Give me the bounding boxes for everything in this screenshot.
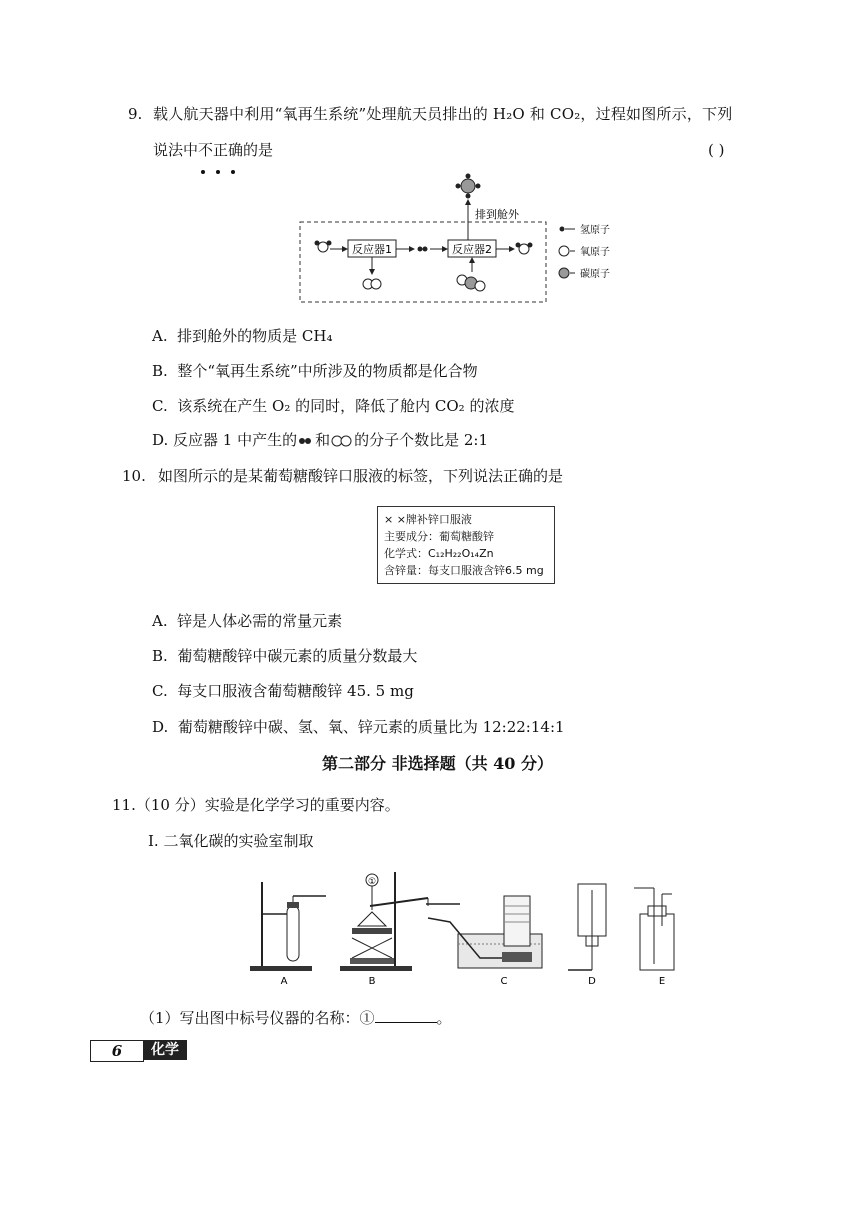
carbon-dioxide-molecule-icon xyxy=(457,275,485,291)
oxygen-regeneration-diagram xyxy=(290,172,630,306)
apparatus-c-icon xyxy=(428,896,542,968)
reactor1-label: 反应器1 xyxy=(352,243,392,256)
q11-stem: 11.（10 分）实验是化学学习的重要内容。 xyxy=(112,796,400,814)
q10-option-d: D. 葡萄糖酸锌中碳、氢、氧、锌元素的质量比为 12:22:14:1 xyxy=(152,718,565,736)
exhaust-label: 排到舱外 xyxy=(475,208,519,221)
label-line-1: × ×牌补锌口服液 xyxy=(384,513,472,526)
q9-stem-line1: 载人航天器中利用“氧再生系统”处理航天员排出的 H₂O 和 CO₂，过程如图所示，下列 xyxy=(153,105,733,123)
subject-badge: 化学 xyxy=(143,1040,187,1060)
q10-number: 10. xyxy=(122,467,146,485)
page-number: 6 xyxy=(90,1040,144,1062)
oxygen-molecule-inline-icon xyxy=(330,435,354,447)
oxygen-molecule-icon xyxy=(363,279,381,289)
legend-oxygen: 氧原子 xyxy=(580,247,610,258)
apparatus-label-c: C xyxy=(500,976,508,987)
apparatus-b-icon xyxy=(340,872,460,971)
q10-option-b: B. 葡萄糖酸锌中碳元素的质量分数最大 xyxy=(152,647,418,665)
label-line-3: 化学式：C₁₂H₂₂O₁₄Zn xyxy=(384,547,494,560)
apparatus-label-d: D xyxy=(588,976,596,987)
apparatus-label-e: E xyxy=(658,976,666,987)
legend xyxy=(559,223,610,280)
q11-question-1: （1）写出图中标号仪器的名称：① 。 xyxy=(140,1009,452,1027)
legend-hydrogen: 氢原子 xyxy=(580,225,610,236)
methane-molecule-icon xyxy=(456,174,481,199)
marker-1: ① xyxy=(367,877,377,887)
q9-option-b: B. 整个“氧再生系统”中所涉及的物质都是化合物 xyxy=(152,362,478,380)
q10-option-c: C. 每支口服液含葡萄糖酸锌 45. 5 mg xyxy=(152,682,414,700)
water-molecule-output-icon xyxy=(516,243,533,255)
q11-subsection-1: Ⅰ. 二氧化碳的实验室制取 xyxy=(148,832,314,850)
apparatus-label-b: B xyxy=(368,976,376,987)
apparatus-d-icon xyxy=(568,884,606,970)
product-label xyxy=(377,506,555,584)
q9-option-c: C. 该系统在产生 O₂ 的同时，降低了舱内 CO₂ 的浓度 xyxy=(152,397,515,415)
apparatus-a-icon xyxy=(250,882,326,971)
q9-number: 9. xyxy=(128,105,143,123)
legend-carbon: 碳原子 xyxy=(580,269,610,280)
label-line-4: 含锌量：每支口服液含锌6.5 mg xyxy=(384,564,544,577)
hydrogen-molecule-inline-icon xyxy=(297,436,315,446)
apparatus-figure xyxy=(240,866,690,990)
q10-option-a: A. 锌是人体必需的常量元素 xyxy=(152,612,343,630)
part2-title: 第二部分 非选择题（共 40 分） xyxy=(322,754,553,773)
apparatus-label-a: A xyxy=(280,976,288,987)
q10-stem: 如图所示的是某葡萄糖酸锌口服液的标签，下列说法正确的是 xyxy=(158,467,564,485)
answer-blank[interactable] xyxy=(375,1008,437,1023)
q9-option-d: D. 反应器 1 中产生的 和 的分子个数比是 2:1 xyxy=(152,431,489,449)
q9-stem-line2: 说法中不正确的是 xyxy=(153,141,274,159)
reactor2-label: 反应器2 xyxy=(452,243,492,256)
emphasis-dots xyxy=(201,159,246,178)
q9-option-a: A. 排到舱外的物质是 CH₄ xyxy=(152,327,333,345)
hydrogen-molecule-icon xyxy=(418,247,428,252)
apparatus-e-icon xyxy=(634,888,674,970)
answer-bracket: ( ) xyxy=(708,141,725,159)
label-line-2: 主要成分：葡萄糖酸锌 xyxy=(384,530,494,543)
water-molecule-icon xyxy=(315,241,332,253)
